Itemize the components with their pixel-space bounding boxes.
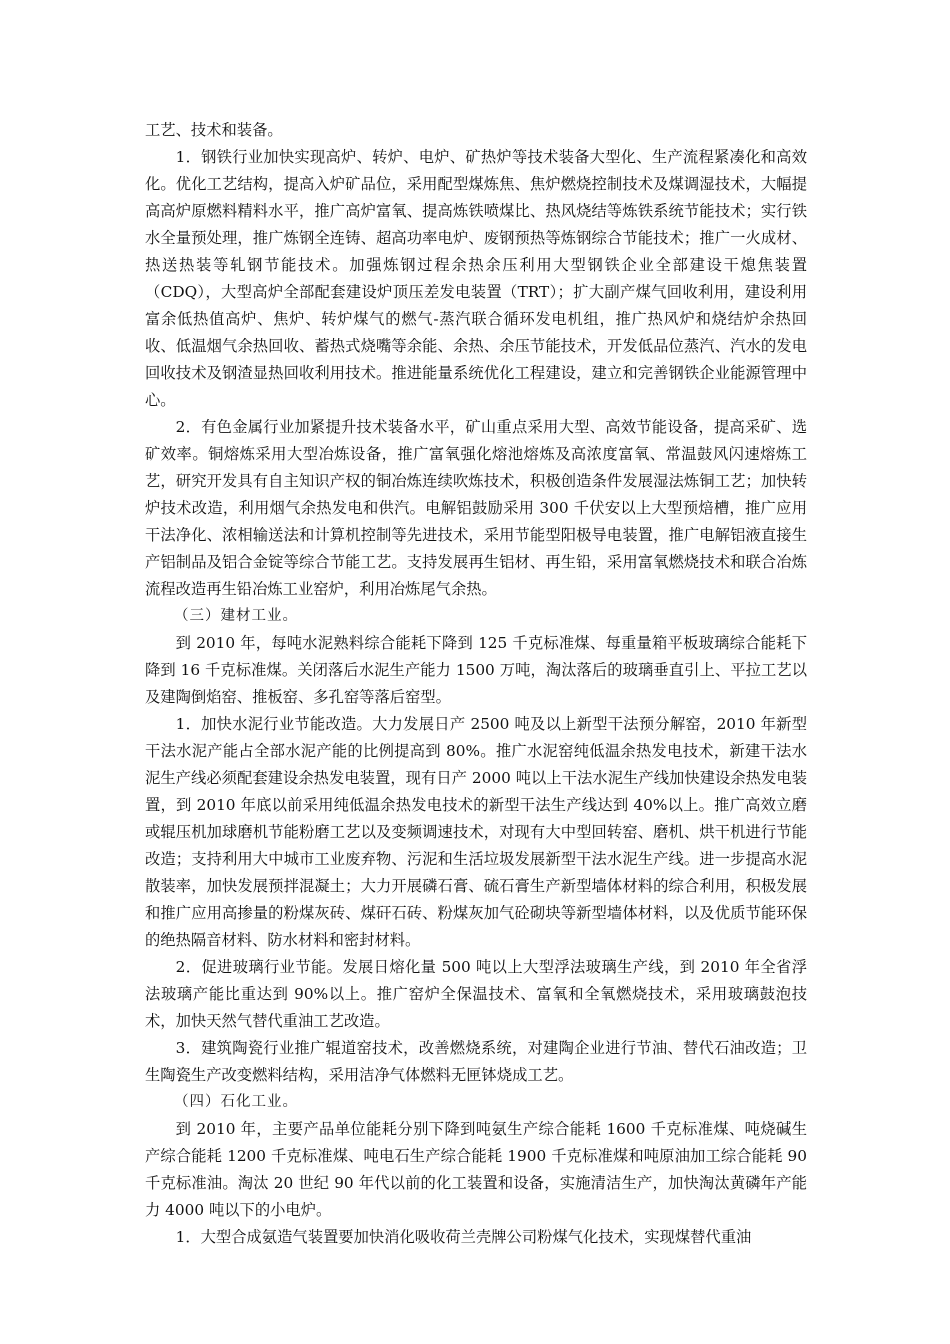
- paragraph-building-materials-targets: 到 2010 年，每吨水泥熟料综合能耗下降到 125 千克标准煤、每重量箱平板玻璃综合能耗下降到 16 千克标准煤。关闭落后水泥生产能力 1500 万吨，淘汰落后的玻璃垂直引上、平拉工艺以及建陶倒焰窑、推板窑、多孔窑等落后窑型。: [145, 634, 807, 706]
- paragraph-ammonia-gasification: 1．大型合成氨造气装置要加快消化吸收荷兰壳牌公司粉煤气化技术，实现煤替代重油: [175, 1228, 752, 1246]
- paragraph-ceramics-industry: 3．建筑陶瓷行业推广辊道窑技术，改善燃烧系统，对建陶企业进行节油、替代石油改造；卫生陶瓷生产改变燃料结构，采用洁净气体燃料无匣钵烧成工艺。: [145, 1039, 807, 1084]
- paragraph-nonferrous-metals: 2．有色金属行业加紧提升技术装备水平，矿山重点采用大型、高效节能设备，提高采矿、选矿效率。铜熔炼采用大型冶炼设备，推广富氧强化熔池熔炼及高浓度富氧、常温鼓风闪速熔炼工艺，研究开发具有自主知识产权的铜冶炼连续吹炼技术，积极创造条件发展湿法炼铜工艺；加快转炉技术改造，利用烟气余热发电和供汽。电解铝鼓励采用 300 千伏安以上大型预焙槽，推广应用干法净化、浓相输送法和计算机控制等先进技术，采用节能型阳极导电装置，推广电解铝液直接生产铝制品及铝合金锭等综合节能工艺。支持发展再生铝材、再生铅，采用富氧燃烧技术和联合冶炼流程改造再生铅冶炼工业窑炉，利用冶炼尾气余热。: [145, 418, 807, 598]
- section-heading-petrochemical: （四）石化工业。: [174, 1094, 298, 1110]
- section-heading-building-materials: （三）建材工业。: [174, 608, 298, 624]
- paragraph-cement-industry: 1．加快水泥行业节能改造。大力发展日产 2500 吨及以上新型干法预分解窑，2010 年新型干法水泥产能占全部水泥产能的比例提高到 80%。推广水泥窑纯低温余热发电技术，新建干法水泥生产线必须配套建设余热发电装置，现有日产 2000 吨以上干法水泥生产线加快建设余热发电装置，到 2010 年底以前采用纯低温余热发电技术的新型干法生产线达到 40%以上。推广高效立磨或辊压机加球磨机节能粉磨工艺以及变频调速技术，对现有大中型回转窑、磨机、烘干机进行节能改造；支持利用大中城市工业废弃物、污泥和生活垃圾发展新型干法水泥生产线。进一步提高水泥散装率，加快发展预拌混凝土；大力开展磷石膏、硫石膏生产新型墙体材料的综合利用，积极发展和推广应用高掺量的粉煤灰砖、煤矸石砖、粉煤灰加气砼砌块等新型墙体材料，以及优质节能环保的绝热隔音材料、防水材料和密封材料。: [145, 715, 807, 949]
- paragraph-glass-industry: 2．促进玻璃行业节能。发展日熔化量 500 吨以上大型浮法玻璃生产线，到 2010 年全省浮法玻璃产能比重达到 90%以上。推广窑炉全保温技术、富氧和全氧燃烧技术，采用玻璃鼓泡技术，加快天然气替代重油工艺改造。: [145, 958, 807, 1030]
- paragraph-continuation: 工艺、技术和装备。: [145, 121, 283, 139]
- paragraph-petrochemical-targets: 到 2010 年，主要产品单位能耗分别下降到吨氨生产综合能耗 1600 千克标准煤、吨烧碱生产综合能耗 1200 千克标准煤、吨电石生产综合能耗 1900 千克标准煤和吨原油加工综合能耗 90 千克标准油。淘汰 20 世纪 90 年代以前的化工装置和设备，实施清洁生产，加快淘汰黄磷年产能力 4000 吨以下的小电炉。: [145, 1120, 807, 1219]
- paragraph-steel-industry: 1．钢铁行业加快实现高炉、转炉、电炉、矿热炉等技术装备大型化、生产流程紧凑化和高效化。优化工艺结构，提高入炉矿品位，采用配型煤炼焦、焦炉燃烧控制技术及煤调湿技术，大幅提高高炉原燃料精料水平，推广高炉富氧、提高炼铁喷煤比、热风烧结等炼铁系统节能技术；实行铁水全量预处理，推广炼钢全连铸、超高功率电炉、废钢预热等炼钢综合节能技术；推广一火成材、热送热装等轧钢节能技术。加强炼钢过程余热余压利用大型钢铁企业全部建设干熄焦装置（CDQ），大型高炉全部配套建设炉顶压差发电装置（TRT）；扩大副产煤气回收利用，建设利用富余低热值高炉、焦炉、转炉煤气的燃气-蒸汽联合循环发电机组，推广热风炉和烧结炉余热回收、低温烟气余热回收、蓄热式烧嘴等余能、余热、余压节能技术，开发低品位蒸汽、汽水的发电回收技术及钢渣显热回收利用技术。推进能量系统优化工程建设，建立和完善钢铁企业能源管理中心。: [145, 148, 807, 409]
- document-page: [145, 117, 807, 1251]
